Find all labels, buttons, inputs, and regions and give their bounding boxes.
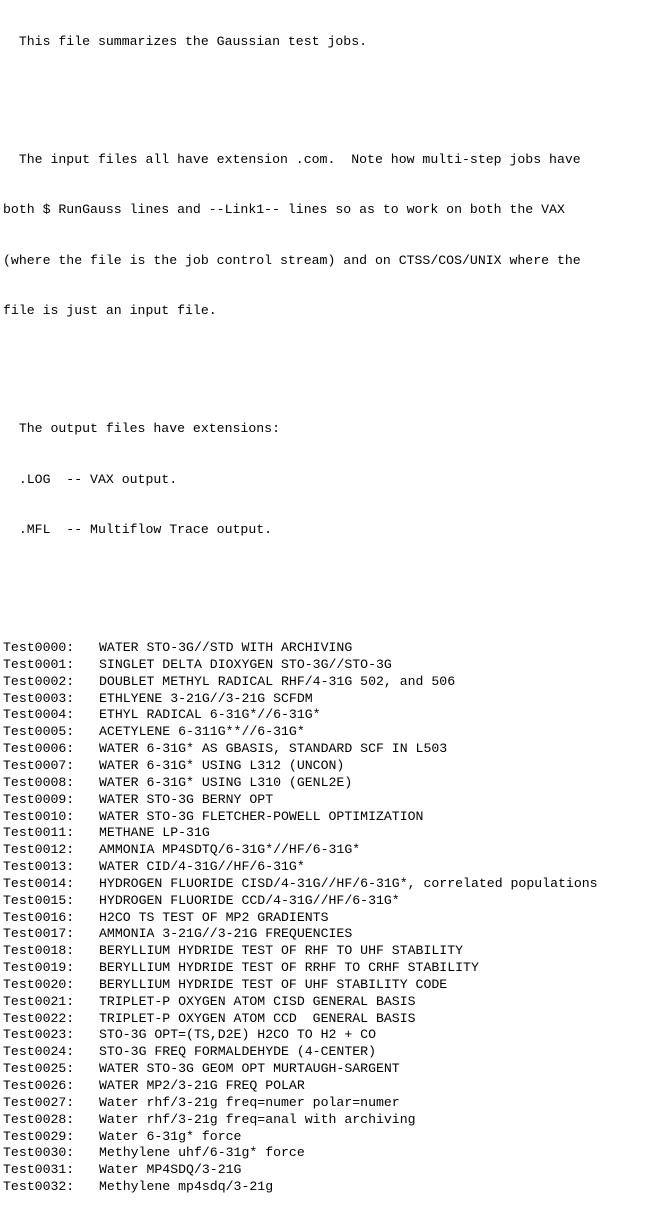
test-description: STO-3G FREQ FORMALDEHYDE (4-CENTER) [99,1044,376,1060]
test-description: WATER MP2/3-21G FREQ POLAR [99,1078,305,1093]
test-row [3,691,658,708]
test-description: WATER STO-3G GEOM OPT MURTAUGH-SARGENT [99,1061,400,1077]
test-description: BERYLLIUM HYDRIDE TEST OF RRHF TO CRHF STABILITY [99,960,479,976]
input-note-line: (where the file is the job control stream) and on CTSS/COS/UNIX where the [3,252,581,268]
test-description: H2CO TS TEST OF MP2 GRADIENTS [99,909,329,925]
test-id: Test0032: [3,1179,75,1195]
test-row [3,1027,658,1044]
test-row [3,758,658,775]
test-id: Test0004: [3,707,75,723]
test-id: Test0002: [3,673,75,689]
test-id: Test0015: [3,892,75,908]
test-row [3,910,658,927]
test-id: Test0029: [3,1128,75,1144]
test-description: Water rhf/3-21g freq=anal with archiving [99,1111,416,1127]
test-row [3,893,658,910]
test-row [3,1162,658,1179]
test-row [3,1095,658,1112]
test-row [3,876,658,893]
test-row [3,1011,658,1028]
input-note-line: file is just an input file. [3,303,217,319]
test-list [3,640,658,1196]
output-note-line: .LOG -- VAX output. [3,471,178,487]
test-description: Water MP4SDQ/3-21G [99,1162,242,1178]
test-description: AMMONIA 3-21G//3-21G FREQUENCIES [99,926,353,942]
test-row [3,994,658,1011]
test-row [3,707,658,724]
test-id: Test0007: [3,757,75,773]
test-row [3,741,658,758]
test-row [3,640,658,657]
blank-line [3,84,658,101]
test-id: Test0009: [3,791,75,807]
test-row [3,1112,658,1129]
test-id: Test0016: [3,909,75,925]
test-id: Test0014: [3,875,75,891]
output-note-line: .MFL -- Multiflow Trace output. [3,522,273,538]
test-id: Test0028: [3,1111,75,1127]
test-id: Test0030: [3,1145,75,1161]
test-description: AMMONIA MP4SDTQ/6-31G*//HF/6-31G* [99,842,361,858]
test-description: WATER STO-3G BERNY OPT [99,791,274,807]
document-body [3,0,658,1213]
test-description: HYDROGEN FLUORIDE CISD/4-31G//HF/6-31G*, correlated populations [99,875,598,891]
test-row [3,926,658,943]
test-description: WATER 6-31G* AS GBASIS, STANDARD SCF IN L503 [99,741,448,757]
test-row [3,960,658,977]
test-id: Test0005: [3,724,75,740]
test-id: Test0024: [3,1044,75,1060]
test-row [3,775,658,792]
test-row [3,943,658,960]
test-id: Test0019: [3,960,75,976]
test-description: WATER CID/4-31G//HF/6-31G* [99,859,305,875]
test-description: ETHLYENE 3-21G//3-21G SCFDM [99,690,313,706]
test-row [3,859,658,876]
test-description: WATER STO-3G FLETCHER-POWELL OPTIMIZATION [99,808,424,824]
test-id: Test0021: [3,993,75,1009]
test-description: WATER 6-31G* USING L312 (UNCON) [99,757,345,773]
test-row [3,1145,658,1162]
test-row [3,809,658,826]
test-row [3,1061,658,1078]
test-id: Test0010: [3,808,75,824]
test-id: Test0023: [3,1027,75,1043]
test-id: Test0013: [3,859,75,875]
test-row [3,657,658,674]
input-note-line: both $ RunGauss lines and --Link1-- lines so as to work on both the VAX [3,202,565,218]
intro-line: This file summarizes the Gaussian test jobs. [3,33,368,49]
test-description: Methylene uhf/6-31g* force [99,1145,305,1161]
test-id: Test0003: [3,690,75,706]
test-row [3,1129,658,1146]
test-id: Test0026: [3,1078,75,1093]
test-description: HYDROGEN FLUORIDE CCD/4-31G//HF/6-31G* [99,892,400,908]
test-row [3,842,658,859]
blank-line [3,573,658,590]
test-id: Test0022: [3,1010,75,1026]
test-description: ETHYL RADICAL 6-31G*//6-31G* [99,707,321,723]
input-note-line: The input files all have extension .com. Note how multi-step jobs have [3,151,581,167]
test-description: TRIPLET-P OXYGEN ATOM CCD GENERAL BASIS [99,1010,416,1026]
test-id: Test0006: [3,741,75,757]
test-description: BERYLLIUM HYDRIDE TEST OF UHF STABILITY CODE [99,976,448,992]
test-id: Test0000: [3,640,75,656]
test-row [3,792,658,809]
output-note-line: The output files have extensions: [3,421,280,437]
test-description: TRIPLET-P OXYGEN ATOM CISD GENERAL BASIS [99,993,416,1009]
test-row [3,977,658,994]
test-row [3,1078,658,1095]
test-id: Test0025: [3,1061,75,1077]
test-row [3,1044,658,1061]
test-id: Test0027: [3,1094,75,1110]
test-id: Test0008: [3,774,75,790]
test-id: Test0012: [3,842,75,858]
test-id: Test0018: [3,943,75,959]
test-description: SINGLET DELTA DIOXYGEN STO-3G//STO-3G [99,656,392,672]
test-description: BERYLLIUM HYDRIDE TEST OF RHF TO UHF STABILITY [99,943,464,959]
test-id: Test0020: [3,976,75,992]
test-row [3,674,658,691]
test-description: WATER STO-3G//STD WITH ARCHIVING [99,640,353,656]
test-description: DOUBLET METHYL RADICAL RHF/4-31G 502, and 506 [99,673,456,689]
test-row [3,825,658,842]
test-row [3,1179,658,1196]
test-description: Water rhf/3-21g freq=numer polar=numer [99,1094,400,1110]
test-id: Test0011: [3,825,75,841]
test-description: STO-3G OPT=(TS,D2E) H2CO TO H2 + CO [99,1027,376,1043]
test-id: Test0001: [3,656,75,672]
test-description: METHANE LP-31G [99,825,210,841]
blank-line [3,354,658,371]
test-description: ACETYLENE 6-311G**//6-31G* [99,724,305,740]
test-id: Test0031: [3,1162,75,1178]
test-description: Methylene mp4sdq/3-21g [99,1179,274,1195]
test-description: Water 6-31g* force [99,1128,242,1144]
test-id: Test0017: [3,926,75,942]
test-description: WATER 6-31G* USING L310 (GENL2E) [99,774,353,790]
